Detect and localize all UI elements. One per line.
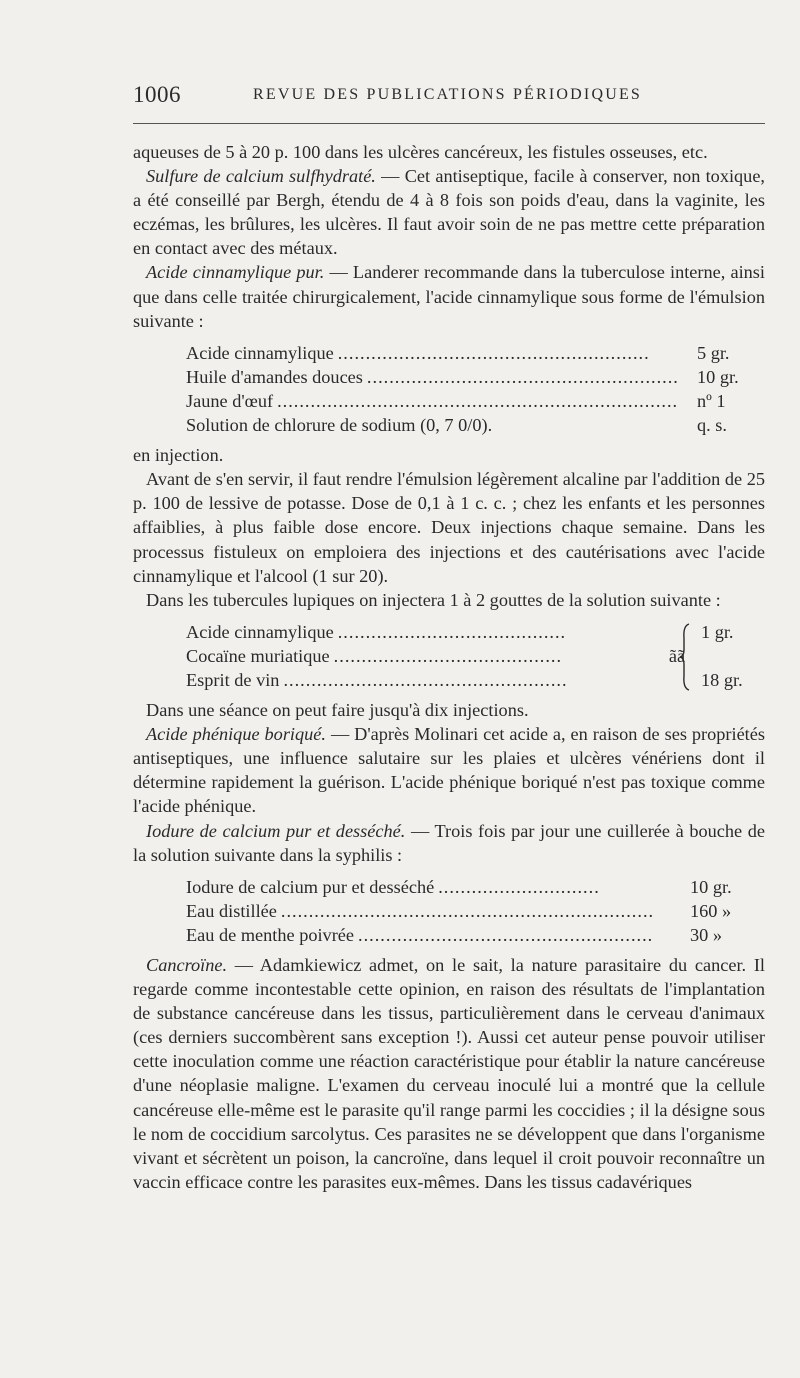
paragraph-cancroine — [133, 953, 765, 1194]
ingredient-quantity: 30 » — [690, 924, 722, 945]
page-header — [133, 82, 765, 118]
recipe-line — [133, 644, 765, 668]
ingredient-name: Acide cinnamylique — [186, 342, 334, 363]
leader-dots: ............................. — [438, 876, 600, 897]
recipe-lupus-solution — [133, 620, 765, 692]
paragraph-sulfure — [133, 164, 765, 260]
paragraph-sulfure-text: — Cet antiseptique, facile à conserver, non toxique, a été conseillé par Bergh, étendu de 4 à 8 fois son poids d'eau, dans la vaginite, les eczémas, les brûlures, les ulcères. Il faut avoir soin de ne pas mettre cette préparation en contact avec des métaux. — [133, 166, 766, 259]
ingredient-quantity: 160 » — [690, 900, 732, 921]
recipe-emulsion — [133, 341, 765, 437]
ingredient-name: Cocaïne muriatique — [186, 645, 330, 666]
paragraph-acide-phenique-text: — D'après Molinari cet acide a, en raison de ses propriétés antiseptiques, une influence salutaire sur les plaies et ulcères vénériens dont il détermine rapidement la guérison. L'acide phénique boriqué n'est pas toxique comme l'acide phénique. — [133, 724, 765, 817]
paragraph-tubercules: Dans les tubercules lupiques on injectera 1 à 2 gouttes de la solution suivante : — [146, 589, 721, 610]
ingredient-name: Eau de menthe poivrée — [186, 924, 355, 945]
leader-dots: ......................................... — [333, 645, 563, 666]
ingredient-quantity: 1 gr. — [701, 621, 734, 642]
recipe-line — [133, 875, 765, 899]
paragraph-usage: Avant de s'en servir, il faut rendre l'émulsion légèrement alcaline par l'addition de 25 p. 100 de lessive de potasse. Dose de 0,1 à 1 c. c. ; chez les enfants et les personnes affaiblies, à plus faible dose encore. Deux injections chaque semaine. Dans les processus fistuleux on emploiera des injections et des cautérisations avec l'acide cinnamylique et l'alcool (1 sur 20). — [133, 469, 765, 586]
recipe-iodure — [133, 875, 765, 947]
leader-dots: ........................................................................ — [277, 390, 679, 411]
leader-dots: ......................................... — [337, 621, 567, 642]
ana-abbreviation: ãã — [668, 645, 686, 666]
section-title-sulfure: Sulfure de calcium sulfhydraté. — [146, 166, 376, 187]
recipe-line — [133, 620, 765, 644]
recipe-line — [133, 923, 765, 947]
leader-dots: ..................................................... — [358, 924, 654, 945]
recipe-line — [133, 899, 765, 923]
leader-dots: ................................................... — [283, 669, 568, 690]
recipe-line — [133, 341, 765, 365]
page-number: 1006 — [133, 82, 181, 107]
ingredient-name: Jaune d'œuf — [186, 390, 274, 411]
leader-dots: ........................................................ — [337, 342, 650, 363]
ingredient-quantity: nº 1 — [697, 390, 726, 411]
paragraph-iodure-text: — Trois fois par jour une cuillerée à bouche de la solution suivante dans la syphilis : — [133, 820, 765, 865]
ingredient-quantity: 10 gr. — [697, 366, 739, 387]
ingredient-name: Eau distillée — [186, 900, 277, 921]
ingredient-quantity: q. s. — [697, 415, 727, 436]
section-title-iodure: Iodure de calcium pur et desséché. — [146, 820, 406, 841]
ingredient-name: Huile d'amandes douces — [186, 366, 363, 387]
ingredient-name: Solution de chlorure de sodium (0, 7 0/0). — [186, 415, 493, 436]
recipe-line — [133, 413, 765, 437]
ingredient-quantity: 18 gr. — [701, 669, 743, 690]
paragraph-continuation: aqueuses de 5 à 20 p. 100 dans les ulcères cancéreux, les fistules osseuses, etc. — [133, 142, 708, 162]
section-title-acide-cinnamylique: Acide cinnamylique pur. — [146, 262, 325, 283]
ingredient-name: Acide cinnamylique — [186, 621, 334, 642]
paragraph-cancroine-text: — Adamkiewicz admet, on le sait, la nature parasitaire du cancer. Il regarde comme incontestable cette opinion, en raison des résultats de l'implantation de substance cancéreuse dans les tissus, particulièrement dans le cerveau d'animaux (ces derniers succombèrent sans exception !). Aussi cet auteur pense pouvoir utiliser cette inoculation comme une réaction caractéristique pour établir la nature cancéreuse d'une néoplasie maligne. L'examen du cerveau inoculé lui a montré que la cellule cancéreuse elle-même est le parasite qu'il range parmi les coccidies ; il la désigne sous le nom de coccidium sarcolytus. Ces parasites ne se développent que dans l'organisme vivant et sécrètent un poison, la cancroïne, dans lequel il croit pouvoir reconnaître un vaccin efficace contre les parasites eux-mêmes. Dans les tissus cadavériques — [133, 955, 765, 1192]
paragraph-seance: Dans une séance on peut faire jusqu'à dix injections. — [146, 700, 529, 721]
leader-dots: ................................................................... — [280, 900, 655, 921]
recipe-line — [133, 389, 765, 413]
ingredient-quantity: 10 gr. — [690, 876, 732, 897]
ingredient-name: Iodure de calcium pur et desséché — [186, 876, 435, 897]
paragraph-acide-cinnamylique — [133, 260, 765, 332]
ingredient-name: Esprit de vin — [186, 669, 280, 690]
header-rule — [133, 123, 765, 124]
section-title-acide-phenique: Acide phénique boriqué. — [146, 724, 326, 745]
paragraph-iodure — [133, 819, 765, 867]
paragraph-en-injection: en injection. — [133, 445, 224, 466]
running-title: REVUE DES PUBLICATIONS PÉRIODIQUES — [253, 86, 643, 103]
section-title-cancroine: Cancroïne. — [146, 955, 228, 975]
curly-brace — [679, 622, 689, 692]
paragraph-acide-phenique — [133, 722, 765, 818]
recipe-line — [133, 365, 765, 389]
leader-dots: ........................................................ — [366, 366, 679, 387]
ingredient-quantity: 5 gr. — [697, 342, 730, 363]
recipe-line — [133, 668, 765, 692]
paragraph-acide-cinnamylique-text: — Landerer recommande dans la tuberculose interne, ainsi que dans celle traitée chirurgicalement, l'acide cinnamylique sous forme de l'émulsion suivante : — [133, 262, 765, 331]
article-body — [133, 140, 765, 1194]
